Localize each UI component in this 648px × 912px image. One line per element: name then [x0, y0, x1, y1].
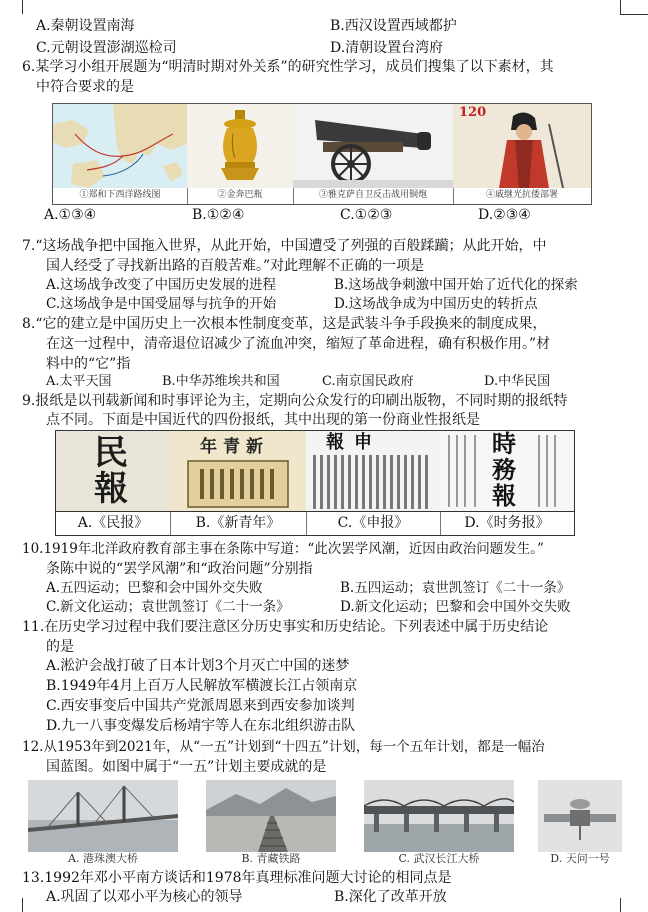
shiwubao-masthead-2: 務 [492, 455, 516, 484]
q6-image-strip [52, 103, 592, 205]
stamp-denomination: 120 [459, 105, 487, 120]
q7-option-c: C.这场战争是中国受屈辱与抗争的开始 [46, 296, 277, 312]
q9-shiwubao-cell [440, 431, 574, 512]
sea-bridge-photo [28, 780, 178, 852]
voyage-map-image [53, 104, 187, 188]
crop-mark-bottom-right [620, 898, 621, 912]
q11-option-d: D.九一八事变爆发后杨靖宇等人在东北组织游击队 [46, 718, 356, 734]
q8-stem-cont-2: 料中的“它”指 [46, 356, 131, 372]
q7-stem-cont: 国人经受了寻找新出路的百般苦难。”对此理解不正确的一项是 [46, 258, 425, 274]
q12-caption-d: D. 天问一号 [550, 852, 610, 865]
q6-caption-2: ②金奔巴瓶 [217, 190, 263, 200]
q9-caption-divider-3 [440, 512, 441, 535]
xinqingnian-cover-art [186, 459, 290, 509]
minbao-masthead-bottom: 報 [94, 469, 128, 509]
bronze-cannon-image [293, 104, 453, 188]
q13-option-b: B.深化了改革开放 [334, 889, 447, 905]
q12-photo-wuhan-bridge [364, 780, 514, 852]
q9-option-d: D.《时务报》 [464, 515, 550, 531]
q12-caption-a: A. 港珠澳大桥 [68, 852, 138, 865]
q6-stamp-panel [453, 104, 591, 204]
q12-photo-bridge [28, 780, 178, 852]
crop-mark-top-right [620, 0, 621, 14]
q6-caption-1: ①郑和下西洋路线图 [79, 190, 161, 200]
q6-option-a: A.①③④ [44, 207, 97, 223]
q8-stem-cont: 在这一过程中，清帝退位诏减少了流血冲突，缩短了革命进程，确有积极作用。”材 [46, 336, 551, 352]
q8-option-a: A.太平天国 [46, 374, 112, 389]
q8-option-b: B.中华苏维埃共和国 [162, 374, 280, 389]
q7-option-b: B.这场战争刺激中国开始了近代化的探索 [334, 277, 578, 293]
q5-option-b: B.西汉设置西域都护 [330, 18, 457, 34]
q9-caption-divider-1 [170, 512, 171, 535]
golden-vase-image [187, 104, 293, 188]
crop-mark-top-left [22, 0, 23, 14]
q12-photo-tianwen [538, 780, 622, 852]
plateau-railway-photo [206, 780, 336, 852]
q12-stem-cont: 国蓝图。如图中属于“一五”计划主要成就的是 [46, 759, 327, 775]
q10-option-c: C.新文化运动；袁世凯签订《二十一条》 [46, 599, 290, 615]
q6-option-b: B.①②④ [192, 207, 245, 223]
shiwubao-masthead-1: 時 [492, 431, 516, 458]
shenbao-masthead: 報申 [326, 432, 382, 453]
q11-option-a: A.淞沪会战打破了日本计划3个月灭亡中国的迷梦 [46, 658, 350, 674]
shiwubao-side-text [444, 433, 568, 509]
q6-option-c: C.①②③ [340, 207, 393, 223]
crop-mark-bottom-left [22, 898, 23, 912]
q6-caption-4: ④戚继光抗倭部署 [485, 190, 558, 200]
river-bridge-photo [364, 780, 514, 852]
shenbao-text-columns [311, 455, 435, 509]
q9-shenbao-cell [306, 431, 441, 512]
q9-option-c: C.《申报》 [337, 515, 409, 531]
q9-stem: 9.报纸是以刊载新闻和时事评论为主，定期向公众发行的印刷出版物，不同时期的报纸特 [22, 393, 568, 409]
xinqingnian-masthead: 年青新 [200, 437, 269, 457]
q5-option-a: A.秦朝设置南海 [36, 18, 135, 34]
q5-option-c: C.元朝设置澎湖巡检司 [36, 40, 177, 56]
shiwubao-masthead-3: 報 [492, 481, 516, 510]
q10-stem-cont: 条陈中说的“罢学风潮”和“政治问题”分别指 [46, 561, 313, 577]
mars-probe-photo [538, 780, 622, 852]
q7-stem: 7.“这场战争把中国拖入世界，从此开始，中国遭受了列强的百般蹂躏；从此开始，中 [22, 238, 547, 254]
q8-option-d: D.中华民国 [484, 374, 551, 389]
q13-option-a: A.巩固了以邓小平为核心的领导 [46, 889, 243, 905]
q5-option-d: D.清朝设置台湾府 [330, 40, 444, 56]
q9-minbao-cell [56, 431, 171, 512]
q6-vase-panel [187, 104, 294, 204]
q8-stem: 8.“它的建立是中国历史上一次根本性制度变革，这是武装斗争手段换来的制度成果， [22, 316, 547, 332]
q9-option-b: B.《新青年》 [195, 515, 281, 531]
q6-cannon-panel [293, 104, 454, 204]
q12-caption-c: C. 武汉长江大桥 [398, 852, 480, 865]
q11-option-b: B.1949年4月上百万人民解放军横渡长江占领南京 [46, 678, 358, 694]
q10-option-b: B.五四运动；袁世凯签订《二十一条》 [340, 580, 571, 596]
q9-stem-cont: 点不同。下面是中国近代的四份报纸，其中出现的第一份商业性报纸是 [46, 412, 480, 428]
q6-map-panel [53, 104, 188, 204]
q6-option-d: D.②③④ [478, 207, 531, 223]
q7-option-d: D.这场战争成为中国历史的转折点 [334, 296, 538, 312]
q10-option-d: D.新文化运动；巴黎和会中国外交失败 [340, 599, 571, 615]
q13-stem: 13.1992年邓小平南方谈话和1978年真理标准问题大讨论的相同点是 [22, 870, 452, 886]
q10-option-a: A.五四运动；巴黎和会中国外交失败 [46, 580, 263, 596]
minbao-masthead-top: 民 [94, 433, 128, 473]
q6-stem: 6.某学习小组开展题为“明清时期对外关系”的研究性学习，成员们搜集了以下素材，其 [22, 59, 554, 75]
crop-mark-top-right-h [620, 14, 648, 15]
q9-caption-divider-2 [306, 512, 307, 535]
q11-option-c: C.西安事变后中国共产党派周恩来到西安参加谈判 [46, 698, 355, 714]
q9-option-a: A.《民报》 [77, 515, 149, 531]
q9-xinqingnian-cell [170, 431, 307, 512]
q7-option-a: A.这场战争改变了中国历史发展的进程 [46, 277, 277, 293]
q6-stem-cont: 中符合要求的是 [36, 79, 134, 95]
q12-caption-b: B. 青藏铁路 [241, 852, 301, 865]
q12-stem: 12.从1953年到2021年，从“一五”计划到“十四五”计划，每一个五年计划，都是一幅治 [22, 739, 545, 755]
q12-photo-railway [206, 780, 336, 852]
q8-option-c: C.南京国民政府 [322, 374, 414, 389]
q11-stem-cont: 的是 [46, 639, 74, 655]
q6-caption-3: ③雅克萨自卫反击战用铜炮 [318, 190, 427, 200]
q10-stem: 10.1919年北洋政府教育部主事在条陈中写道：“此次罢学风潮，近因由政治问题发生。” [22, 541, 544, 557]
q9-newspaper-table [55, 430, 575, 536]
q11-stem: 11.在历史学习过程中我们要注意区分历史事实和历史结论。下列表述中属于历史结论 [22, 619, 549, 635]
